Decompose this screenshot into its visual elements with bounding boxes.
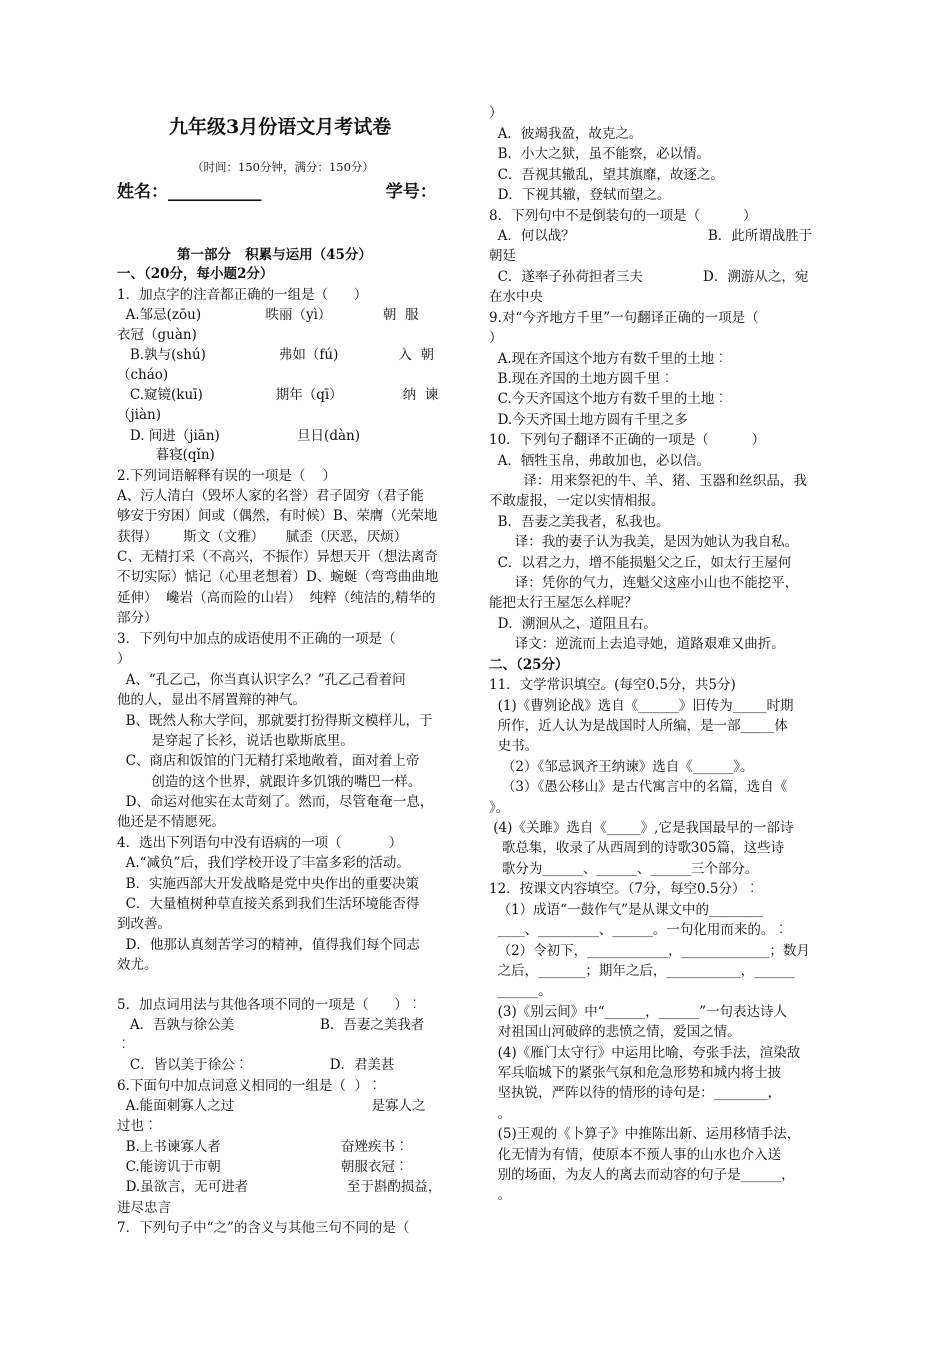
text-line: C．吾视其辙乱，望其旗靡，故逐之。 xyxy=(489,167,724,183)
text-line: （cháo) xyxy=(117,367,169,383)
text-line: B．吾妻之美我者，私我也。 xyxy=(489,514,670,530)
text-line: 对祖国山河破碎的悲愤之情，爱国之情。 xyxy=(489,1024,741,1040)
text-line: （1）成语“一鼓作气”是从课文中的________ xyxy=(489,902,763,918)
text-line: 是穿起了长衫，说话也歇斯底里。 xyxy=(117,733,354,749)
text-line: 他的人，显出不屑置辩的神气。 xyxy=(117,692,306,708)
text-line: C．以君之力，增不能损魁父之丘，如太行王屋何 xyxy=(489,555,792,571)
text-line: 坚执锐，严阵以待的情形的诗句是：________， xyxy=(489,1085,782,1101)
text-line: 二、（25分） xyxy=(489,657,569,673)
text-line: 在水中央 xyxy=(489,289,543,305)
text-line: 别的场面，为友人的离去而动容的句子是______， xyxy=(489,1167,795,1183)
text-line: 部分） xyxy=(117,610,158,626)
text-line: D．下视其辙，登轼而望之。 xyxy=(489,187,671,203)
text-line: D．溯洄从之，道阻且右。 xyxy=(489,616,657,632)
text-line: C.今天齐国这个地方有数千里的土地︰ xyxy=(489,391,728,407)
text-line: 不敢虚报，一定以实情相报。 xyxy=(489,493,665,509)
text-line: 不切实际）惦记（心里老想着）D、蜿蜒（弯弯曲曲地 xyxy=(117,569,439,585)
text-line: A．牺牲玉帛，弗敢加也，必以信。 xyxy=(489,453,710,469)
text-line: C.能谤讥于市朝 朝服衣冠︰ xyxy=(117,1159,409,1175)
text-line: 史书。 xyxy=(489,738,539,754)
text-line: B．小大之狱，虽不能察，必以情。 xyxy=(489,146,711,162)
text-line: （jiàn) xyxy=(117,407,162,423)
text-line: (5)王观的《卜算子》中推陈出新、运用移情手法， xyxy=(489,1126,801,1142)
text-line: 11．文学常识填空。(每空0.5分，共5分) xyxy=(489,677,736,693)
text-line: 9.对“今齐地方千里”一句翻译正确的一项是（ xyxy=(489,310,759,326)
text-line: 6.下面句中加点词意义相同的一组是（ ）︰ xyxy=(117,1078,382,1094)
text-line: ） xyxy=(489,105,503,121)
text-line: 4．选出下列语句中没有语病的一项（ ） xyxy=(117,835,403,851)
text-line: （2）令初下，____________，_____________；数月 xyxy=(489,943,810,959)
text-line: 他还是不情愿死。 xyxy=(117,814,225,830)
text-line: A．何以战？ B．此所谓战胜于 xyxy=(489,228,813,244)
text-line: ︰ xyxy=(117,1037,131,1053)
text-line: ____、_________、______。一句化用而来的。︰ xyxy=(489,922,788,938)
text-line: B.现在齐国的土地方圆千里︰ xyxy=(489,371,674,387)
text-line: 12．按课文内容填空。（7分，每空0.5分）︰ xyxy=(489,881,759,897)
text-line: ） xyxy=(489,330,503,346)
text-line: D.今天齐国土地方圆有千里之多 xyxy=(489,412,688,428)
text-line: A、污人清白（毁坏人家的名誉）君子固穷（君子能 xyxy=(117,488,424,504)
text-line: 译：凭你的气力，连魁父这座小山也不能挖平， xyxy=(489,575,799,591)
text-line: 3．下列句中加点的成语使用不正确的一项是（ xyxy=(117,631,396,647)
text-line: （3）《愚公移山》是古代寓言中的名篇，选自《 xyxy=(489,779,788,795)
text-line: 译：我的妻子认为我美，是因为她认为我自私。 xyxy=(489,534,799,550)
text-line: D.虽欲言，无可进者 至于斟酌损益， xyxy=(117,1179,442,1195)
text-line: (4)《关雎》选自《_____》,它是我国最早的一部诗 xyxy=(489,820,794,836)
text-line: 到改善。 xyxy=(117,916,171,932)
text-line: C．遂率子孙荷担者三夫 D．溯游从之，宛 xyxy=(489,269,809,285)
text-line: C、商店和饭馆的门无精打采地敞着，面对着上帝 xyxy=(117,753,420,769)
text-line: （时间：150分钟，满分：150分） xyxy=(192,160,374,174)
text-line: A.能面刺寡人之过 是寡人之 xyxy=(117,1098,426,1114)
text-line: 军兵临城下的紧张气氛和危急形势和城内将士披 xyxy=(489,1065,782,1081)
text-line: 歌总集，收录了从西周到的诗歌305篇，这些诗 xyxy=(489,840,785,856)
text-line: A、“孔乙己，你当真认识字么？”孔乙己看着问 xyxy=(117,672,406,688)
text-line: 2.下列词语解释有误的一项是（ ） xyxy=(117,468,337,484)
text-line: C、无精打采（不高兴，不振作）异想天开（想法离奇 xyxy=(117,549,438,565)
text-line: 》。 xyxy=(489,800,510,816)
text-line: (1)《曹刿论战》选自《______》旧传为_____时期 xyxy=(489,698,794,714)
text-line: 。 xyxy=(489,1187,512,1203)
text-line: 第一部分 积累与运用（45分） xyxy=(177,247,372,263)
text-line: A.现在齐国这个地方有数千里的土地︰ xyxy=(489,351,728,367)
text-line: B.上书谏寡人者 奋矬疾书︰ xyxy=(117,1139,409,1155)
text-line: D. 间进（jiān) 旦日(dàn) xyxy=(117,428,360,444)
page-title: 九年级3月份语文月考试卷 xyxy=(169,116,392,138)
text-line: 获得） 斯文（文雅） 腻歪（厌恶，厌烦） xyxy=(117,529,408,545)
text-line: 译文：逆流而上去追寻她，道路艰难又曲折。 xyxy=(489,636,785,652)
text-line: 所作，近人认为是战国时人所编，是一部_____体 xyxy=(489,718,788,734)
text-line: 1．加点字的注音都正确的一组是（ ） xyxy=(117,287,368,303)
text-line: 。 xyxy=(489,1106,512,1122)
text-line: A．彼竭我盈，故克之。 xyxy=(489,126,643,142)
text-line: (3)《别云间》中“______，______”一句表达诗人 xyxy=(489,1004,788,1020)
text-line: 延伸） 巉岩（高而险的山岩） 纯粹（纯洁的,精华的 xyxy=(117,590,436,606)
text-line: B、既然人称大学问，那就要打扮得斯文模样儿，于 xyxy=(117,713,433,729)
text-line: B.孰与(shú) 弗如（fú) 入 朝 xyxy=(117,347,435,363)
text-line: D．他那认真刻苦学习的精神，值得我们每个同志 xyxy=(117,937,420,953)
text-line: ______。 xyxy=(489,983,552,999)
text-line: 暮寝(qǐn) xyxy=(117,447,215,463)
text-line: 歌分为______、______、______三个部分。 xyxy=(489,861,759,877)
text-line: 译：用来祭祀的牛、羊、猪、玉器和丝织品，我 xyxy=(489,473,807,489)
text-line: B．实施西部大开发战略是党中央作出的重要决策 xyxy=(117,876,420,892)
text-line: A.邹忌(zōu) 昳丽（yì） 朝 服 xyxy=(117,307,419,323)
text-line: 10．下列句子翻译不正确的一项是（ ） xyxy=(489,432,766,448)
text-line: (4)《雁门太守行》中运用比喻，夸张手法，渲染敌 xyxy=(489,1045,801,1061)
text-line: A.“减负”后，我们学校开设了丰富多彩的活动。 xyxy=(117,855,410,871)
text-line: D、命运对他实在太苛刻了。然而，尽管奄奄一息， xyxy=(117,794,434,810)
text-line: 效尤。 xyxy=(117,957,158,973)
name-id-line: 姓名：___________ 学号： xyxy=(117,182,437,202)
text-line: 8．下列句中不是倒装句的一项是（ ） xyxy=(489,208,757,224)
text-line: 5．加点词用法与其他各项不同的一项是（ ）︰ xyxy=(117,997,422,1013)
text-line: 能把太行王屋怎么样呢？ xyxy=(489,595,638,611)
text-line: C.窥镜(kuī) 期年（qī） 纳 谏 xyxy=(117,387,439,403)
text-line: ） xyxy=(117,651,131,667)
text-line: （2）《邹忌讽齐王纳谏》选自《______》。 xyxy=(489,759,754,775)
text-line: C．皆以美于徐公︰ D．君美甚 xyxy=(117,1057,395,1073)
text-line: C．大量植树种草直接关系到我们生活环境能否得 xyxy=(117,896,420,912)
text-line: 之后，_______；期年之后，___________，______ xyxy=(489,963,795,979)
text-line: 7．下列句子中“之”的含义与其他三句不同的是（ xyxy=(117,1220,410,1236)
text-line: 过也︰ xyxy=(117,1118,158,1134)
text-line: 一、（20分，每小题2分） xyxy=(117,266,274,282)
text-line: 够安于穷困）间或（偶然，有时候）B、荣膺（光荣地 xyxy=(117,508,438,524)
text-line: A．吾孰与徐公美 B．吾妻之美我者 xyxy=(117,1017,425,1033)
text-line: 化无情为有情，使原本不预人事的山水也介入送 xyxy=(489,1147,782,1163)
text-line: 创造的这个世界，就跟许多饥饿的嘴巴一样。 xyxy=(117,774,422,790)
text-line: 衣冠（guàn) xyxy=(117,327,197,343)
text-line: 朝廷 xyxy=(489,248,516,264)
text-line: 进尽忠言 xyxy=(117,1200,171,1216)
